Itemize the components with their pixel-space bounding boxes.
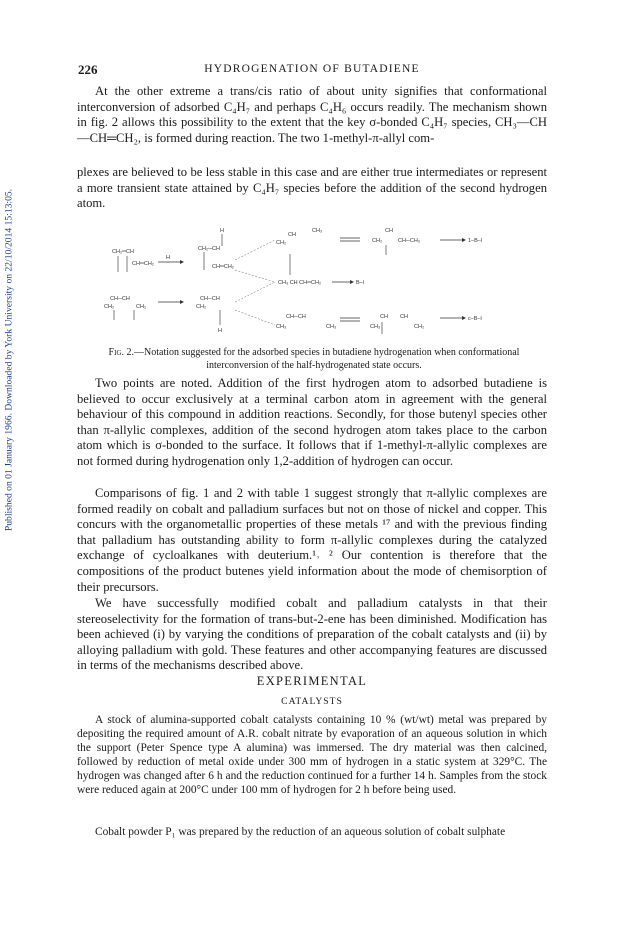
fig-label: CH₃ [326,324,337,330]
running-title: HYDROGENATION OF BUTADIENE [204,63,420,75]
fig-label: CH₃ [370,324,381,330]
fig-label: CH₂ [136,304,147,310]
fig-label: c–B–l [468,316,482,322]
fig-label: CH₂ [196,304,207,310]
fig-label: CH [380,314,388,320]
download-notice [2,150,16,570]
paragraph-1-text: At the other extreme a trans/cis ratio of about unity signifies that conformational interconversion of adsorbed C₄H₇ and perhaps C₄H₆ occurs readily. The mechanism shown in fig. 2 allows this possibility to the extent that the key σ-bonded C₄H₇ species, CH₃—CH—CH═CH₂, is formed during reaction. The two 1-methyl-π-allyl com- [77,84,547,145]
reaction-scheme [100,220,530,345]
paragraph-2-text: Two points are noted. Addition of the first hydrogen atom to adsorbed butadiene is believed to occur exclusively at a terminal carbon atom in agreement with the general behaviour of this compound in addition reactions. Secondly, for those butenyl species other than π-allylic complexes, addition of the second hydrogen atom takes place to the carbon atom which is σ-bonded to the surface. It follows that if 1-methyl-π-allylic complexes are not formed during hydrogenation only 1,2-addition of hydrogen can occur. [77,376,547,468]
paragraph-3-text: Comparisons of fig. 1 and 2 with table 1 suggest strongly that π-allylic complexes are formed readily on cobalt and palladium surfaces but not on those of nickel and copper. This concurs with the organometallic properties of these metals ¹⁷ and with the previous finding that palladium has outstanding ability to form π-allylic complexes during the catalyzed exchange of cycloalkanes with deuterium.¹˒ ² Our contention is therefore that the compositions of the product butenes yield information about the mode of chemisorption of their precursors. [77,486,547,594]
fig-label: CH═CH₂ [212,264,234,270]
download-notice-text: Published on 01 January 1966. Downloaded by York University on 22/10/2014 15:13:05. [3,188,15,532]
paragraph-6 [77,825,547,839]
section-title: EXPERIMENTAL [256,674,368,688]
fig-label: CH₃ [276,324,287,330]
fig-label: H [166,255,170,261]
fig-label: CH₃ CH CH═CH₂ [278,280,322,286]
paragraph-4-text: We have successfully modified cobalt and palladium catalysts in that their stereoselectivity for the formation of trans-but-2-ene has been diminished. Modification has been achieved (i) by varying the conditions of preparation of the cobalt catalysts and (ii) by alloying palladium with gold. These features and other accompanying features are discussed in terms of the mechanisms described above. [77,596,547,673]
paragraph-1 [77,84,547,146]
paragraph-3 [77,486,547,595]
fig-label: CH─CH₃ [398,238,421,244]
paragraph-5-text: A stock of alumina-supported cobalt catalysts containing 10 % (wt/wt) metal was prepared by depositing the required amount of A.R. cobalt nitrate by evaporation of an aqueous solution in which the support (Peter Spence type A alumina) was immersed. The dry material was then calcined, followed by reduction of metal oxide under 300 mm of hydrogen in a static system at 329°C. The hydrogen was changed after 6 h and the reduction continued for a further 14 h. Samples from the stock were reduced again at 200°C under 100 mm of hydrogen for 2 h before being used. [77,714,547,797]
fig-label: CH₂ [372,238,383,244]
figure-2 [100,220,530,345]
caption-label: Fig. 2. [108,347,134,358]
fig-label: CH─CH [200,296,220,302]
fig-label: H [220,228,224,234]
fig-label: CH═CH₂ [132,261,154,267]
fig-label: CH₂ [414,324,425,330]
paragraph-2 [77,376,547,470]
fig-label: H [218,328,222,334]
fig-label: CH₂─CH [198,246,220,252]
page-number: 226 [78,62,98,77]
fig-label: CH₃ [312,228,323,234]
paragraph-1b [77,165,547,212]
fig-label: CH [400,314,408,320]
paragraph-5 [77,713,547,798]
paragraph-6-text: Cobalt powder P₁ was prepared by the reduction of an aqueous solution of cobalt sulphate [95,826,506,838]
fig-label: CH₂═CH [112,249,134,255]
caption-text: —Notation suggested for the adsorbed species in butadiene hydrogenation when conformational interconversion of the half-hydrogenated state occurs. [134,347,520,371]
subsection-title: CATALYSTS [281,696,343,707]
fig-label: CH─CH [286,314,306,320]
paragraph-1b-text: plexes are believed to be less stable in this case and are either true intermediates or represent a more transient state attained by C₄H₇ species before the addition of the second hydrogen atom. [77,165,547,211]
fig-label: 1–B–l [468,238,483,244]
fig-label: CH─CH [110,296,130,302]
fig-label: CH [385,228,393,234]
fig-label: CH [288,232,296,238]
paragraph-4 [77,596,547,674]
fig-label: B–l [356,280,364,286]
page-header [0,62,624,78]
figure-caption [98,347,530,372]
fig-label: CH₂ [276,240,287,246]
fig-label: CH₂ [104,304,115,310]
